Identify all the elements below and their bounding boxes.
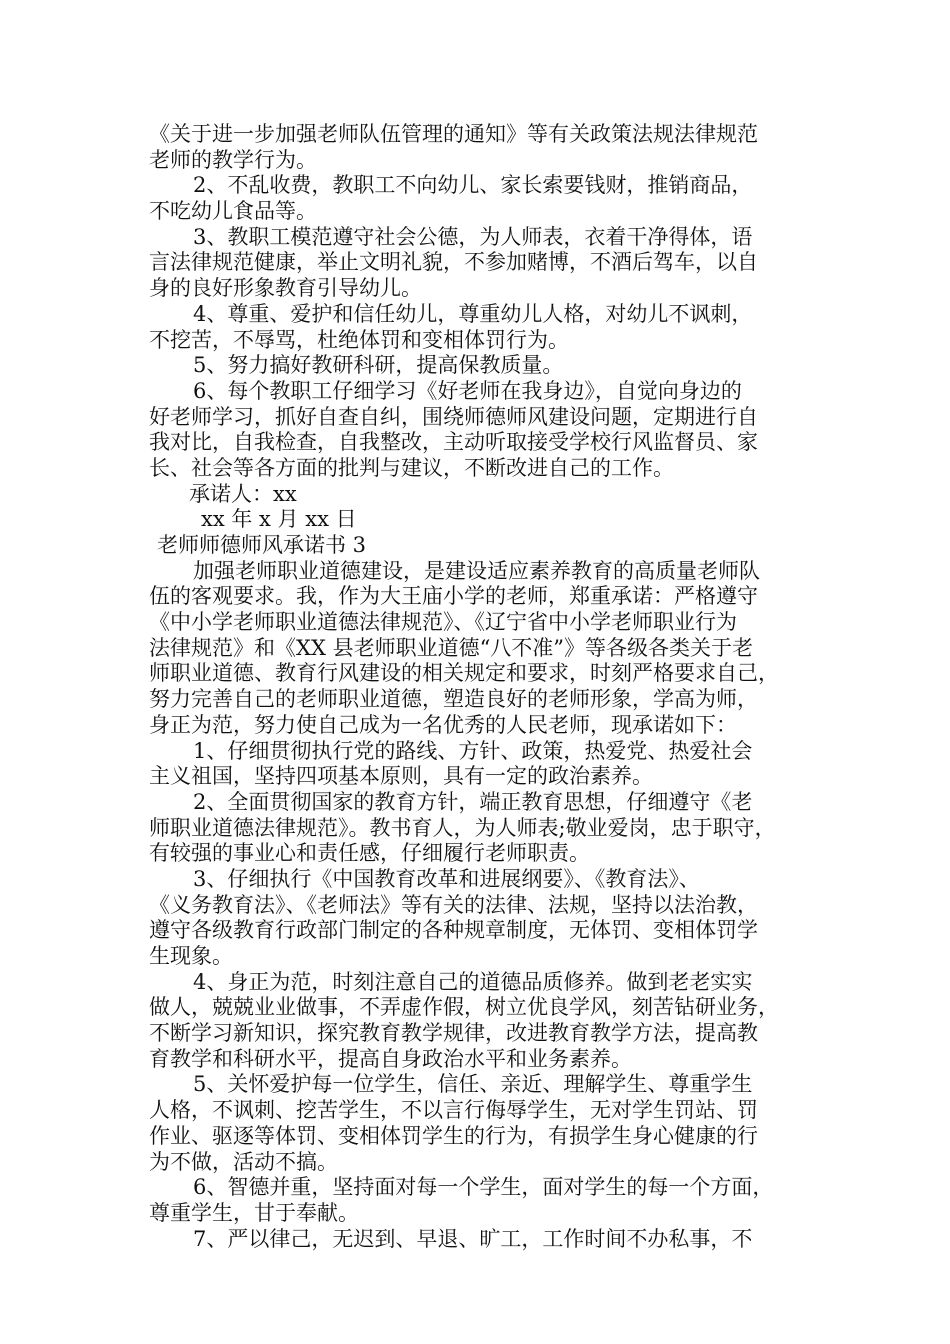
- text-line: 身的良好形象教育引导幼儿。: [149, 276, 422, 301]
- text-line: 生现象。: [149, 944, 233, 968]
- text-line: 好老师学习，抓好自查自纠，围绕师德师风建设问题，定期进行自: [149, 404, 758, 429]
- text-line: 法律规范》和《XX 县老师职业道德“八不准”》等各级各类关于老: [149, 635, 754, 660]
- text-line: 伍的客观要求。我，作为大王庙小学的老师，郑重承诺：严格遵守: [149, 584, 758, 609]
- text-line: 2、不乱收费，教职工不向幼儿、家长索要钱财，推销商品，: [193, 173, 753, 198]
- text-line: 6、每个教职工仔细学习《好老师在我身边》，自觉向身边的: [193, 378, 742, 403]
- text-line: 做人，兢兢业业做事，不弄虚作假，树立优良学风，刻苦钻研业务，: [149, 995, 779, 1020]
- text-line: 师职业道德、教育行风建设的相关规定和要求，时刻严格要求自己，: [149, 661, 779, 686]
- text-line: 1、仔细贯彻执行党的路线、方针、政策，热爱党、热爱社会: [193, 738, 753, 763]
- text-line: 加强老师职业道德建设，是建设适应素养教育的高质量老师队: [193, 558, 760, 583]
- section-title: 老师师德师风承诺书 3: [157, 533, 367, 557]
- text-line: 不挖苦，不辱骂，杜绝体罚和变相体罚行为。: [149, 327, 569, 352]
- text-line: 5、努力搞好教研科研，提高保教质量。: [193, 353, 564, 378]
- text-line: 努力完善自己的老师职业道德，塑造良好的老师形象，学高为师，: [149, 687, 758, 712]
- text-line: 育教学和科研水平，提高自身政治水平和业务素养。: [149, 1046, 632, 1071]
- text-line: 尊重学生，甘于奉献。: [149, 1200, 359, 1225]
- text-line: 4、身正为范，时刻注意自己的道德品质修养。做到老老实实: [193, 969, 753, 994]
- text-line: 言法律规范健康，举止文明礼貌，不参加赌博，不酒后驾车，以自: [149, 250, 758, 275]
- text-line: 《关于进一步加强老师队伍管理的通知》等有关政策法规法律规范: [149, 122, 758, 146]
- text-line: 为不做，活动不搞。: [149, 1149, 338, 1174]
- text-line: 作业、驱逐等体罚、变相体罚学生的行为，有损学生身心健康的行: [149, 1123, 758, 1148]
- text-line: 有较强的事业心和责任感，仔细履行老师职责。: [149, 841, 590, 866]
- text-line: 3、仔细执行《中国教育改革和进展纲要》、《教育法》、: [193, 866, 700, 891]
- text-line: 5、关怀爱护每一位学生，信任、亲近、理解学生、尊重学生: [193, 1072, 753, 1097]
- text-line: 我对比，自我检查，自我整改，主动听取接受学校行风监督员、家: [149, 430, 758, 455]
- text-line: 4、尊重、爱护和信任幼儿，尊重幼儿人格，对幼儿不讽刺，: [193, 301, 753, 326]
- text-line: 主义祖国，坚持四项基本原则，具有一定的政治素养。: [149, 764, 653, 789]
- text-line: 不吃幼儿食品等。: [149, 199, 317, 224]
- text-line: 长、社会等各方面的批判与建议，不断改进自己的工作。: [149, 455, 674, 480]
- text-line: 《义务教育法》、《老师法》等有关的法律、法规，坚持以法治教，: [149, 892, 758, 917]
- text-line: 遵守各级教育行政部门制定的各种规章制度，无体罚、变相体罚学: [149, 918, 758, 943]
- text-line: 身正为范，努力使自己成为一名优秀的人民老师，现承诺如下：: [149, 712, 737, 737]
- text-line: 6、智德并重，坚持面对每一个学生，面对学生的每一个方面，: [193, 1175, 774, 1200]
- text-line: 2、全面贯彻国家的教育方针，端正教育思想，仔细遵守《老: [193, 789, 753, 814]
- signatory-line: 承诺人：xx: [189, 481, 297, 506]
- text-line: 3、教职工模范遵守社会公德，为人师表，衣着干净得体，语: [193, 224, 753, 249]
- document-body: [149, 122, 809, 1252]
- date-line: xx 年 x 月 xx 日: [201, 507, 357, 532]
- text-line: 人格，不讽刺、挖苦学生，不以言行侮辱学生，无对学生罚站、罚: [149, 1098, 758, 1123]
- text-line: 不断学习新知识，探究教育教学规律，改进教育教学方法，提高教: [149, 1021, 758, 1046]
- text-line: 《中小学老师职业道德法律规范》、《辽宁省中小学老师职业行为: [149, 610, 737, 635]
- text-line: 师职业道德法律规范》。教书育人，为人师表;敬业爱岗，忠于职守，: [149, 815, 776, 840]
- text-line: 7、严以律己，无迟到、早退、旷工，工作时间不办私事，不: [193, 1226, 753, 1251]
- text-line: 老师的教学行为。: [149, 147, 317, 172]
